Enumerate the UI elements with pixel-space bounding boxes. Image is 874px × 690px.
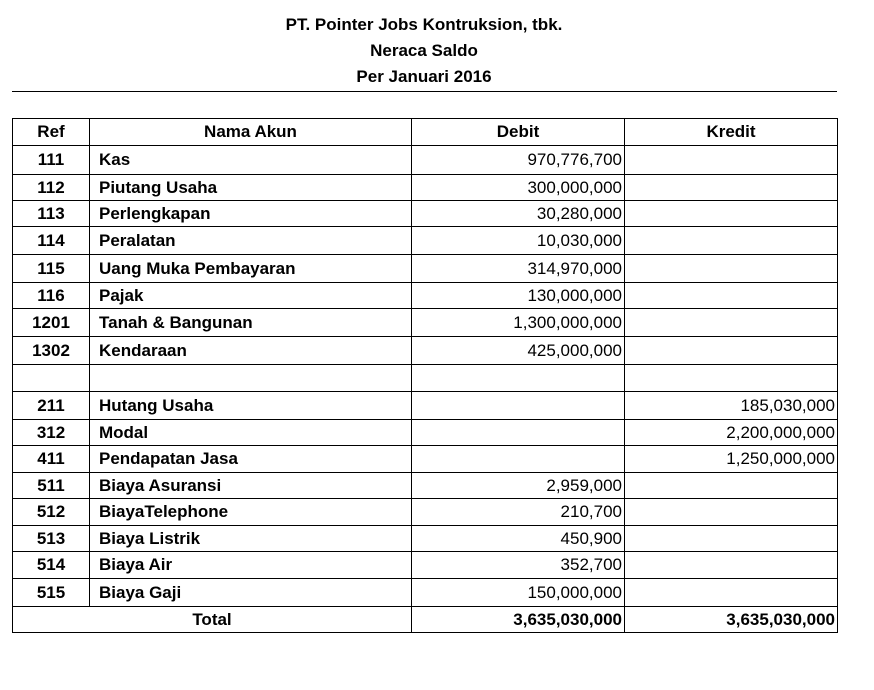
column-header-debit: Debit	[412, 119, 625, 146]
account-ref: 312	[13, 420, 90, 446]
debit-value: 314,970,000	[412, 255, 625, 283]
debit-value	[412, 392, 625, 420]
total-label: Total	[13, 607, 412, 633]
table-row	[13, 392, 838, 420]
credit-value	[625, 473, 838, 499]
debit-value: 450,900	[412, 526, 625, 552]
account-ref: 112	[13, 175, 90, 201]
credit-value	[625, 337, 838, 365]
credit-value	[625, 227, 838, 255]
credit-value	[625, 499, 838, 526]
account-name: Peralatan	[90, 227, 412, 255]
table-row	[13, 227, 838, 255]
trial-balance-table	[12, 118, 838, 633]
credit-value	[625, 201, 838, 227]
credit-value	[625, 552, 838, 579]
credit-value	[625, 255, 838, 283]
account-ref: 514	[13, 552, 90, 579]
account-name: Biaya Air	[90, 552, 412, 579]
column-header-credit: Kredit	[625, 119, 838, 146]
table-body	[13, 146, 838, 607]
account-ref: 411	[13, 446, 90, 473]
table-row	[13, 473, 838, 499]
account-ref: 511	[13, 473, 90, 499]
debit-value	[412, 446, 625, 473]
debit-value: 1,300,000,000	[412, 309, 625, 337]
table-row	[13, 201, 838, 227]
account-name: Perlengkapan	[90, 201, 412, 227]
debit-value: 150,000,000	[412, 579, 625, 607]
debit-value: 300,000,000	[412, 175, 625, 201]
account-name	[90, 365, 412, 392]
debit-value: 210,700	[412, 499, 625, 526]
debit-value: 425,000,000	[412, 337, 625, 365]
credit-value	[625, 309, 838, 337]
account-name: Biaya Asuransi	[90, 473, 412, 499]
total-debit: 3,635,030,000	[412, 607, 625, 633]
account-name: Piutang Usaha	[90, 175, 412, 201]
account-ref: 1302	[13, 337, 90, 365]
table-row	[13, 365, 838, 392]
table-row	[13, 579, 838, 607]
table-row	[13, 146, 838, 175]
account-ref: 515	[13, 579, 90, 607]
column-header-name: Nama Akun	[90, 119, 412, 146]
account-ref: 114	[13, 227, 90, 255]
report-header	[12, 12, 836, 90]
account-ref: 115	[13, 255, 90, 283]
account-name: BiayaTelephone	[90, 499, 412, 526]
table-row	[13, 526, 838, 552]
debit-value: 130,000,000	[412, 283, 625, 309]
account-name: Pajak	[90, 283, 412, 309]
account-ref: 513	[13, 526, 90, 552]
account-name: Kas	[90, 146, 412, 175]
table-row	[13, 446, 838, 473]
table-row	[13, 420, 838, 446]
debit-value: 970,776,700	[412, 146, 625, 175]
debit-value	[412, 365, 625, 392]
account-name: Modal	[90, 420, 412, 446]
debit-value: 352,700	[412, 552, 625, 579]
credit-value: 185,030,000	[625, 392, 838, 420]
table-row	[13, 552, 838, 579]
credit-value: 2,200,000,000	[625, 420, 838, 446]
table-row	[13, 283, 838, 309]
table-row	[13, 175, 838, 201]
account-name: Tanah & Bangunan	[90, 309, 412, 337]
debit-value	[412, 420, 625, 446]
table-row	[13, 499, 838, 526]
header-divider	[12, 91, 837, 92]
table-header-row	[13, 119, 838, 146]
total-row	[13, 607, 838, 633]
table-row	[13, 337, 838, 365]
table-row	[13, 255, 838, 283]
account-ref: 211	[13, 392, 90, 420]
credit-value	[625, 175, 838, 201]
table-row	[13, 309, 838, 337]
credit-value: 1,250,000,000	[625, 446, 838, 473]
column-header-ref: Ref	[13, 119, 90, 146]
debit-value: 2,959,000	[412, 473, 625, 499]
account-ref	[13, 365, 90, 392]
account-ref: 512	[13, 499, 90, 526]
account-name: Biaya Gaji	[90, 579, 412, 607]
report-period: Per Januari 2016	[356, 67, 492, 86]
debit-value: 10,030,000	[412, 227, 625, 255]
account-name: Kendaraan	[90, 337, 412, 365]
account-ref: 113	[13, 201, 90, 227]
credit-value	[625, 579, 838, 607]
account-name: Pendapatan Jasa	[90, 446, 412, 473]
account-name: Biaya Listrik	[90, 526, 412, 552]
account-ref: 1201	[13, 309, 90, 337]
total-credit: 3,635,030,000	[625, 607, 838, 633]
report-title: Neraca Saldo	[370, 41, 478, 60]
debit-value: 30,280,000	[412, 201, 625, 227]
credit-value	[625, 283, 838, 309]
account-ref: 116	[13, 283, 90, 309]
company-name: PT. Pointer Jobs Kontruksion, tbk.	[285, 15, 563, 34]
account-ref: 111	[13, 146, 90, 175]
credit-value	[625, 526, 838, 552]
account-name: Uang Muka Pembayaran	[90, 255, 412, 283]
credit-value	[625, 146, 838, 175]
credit-value	[625, 365, 838, 392]
account-name: Hutang Usaha	[90, 392, 412, 420]
